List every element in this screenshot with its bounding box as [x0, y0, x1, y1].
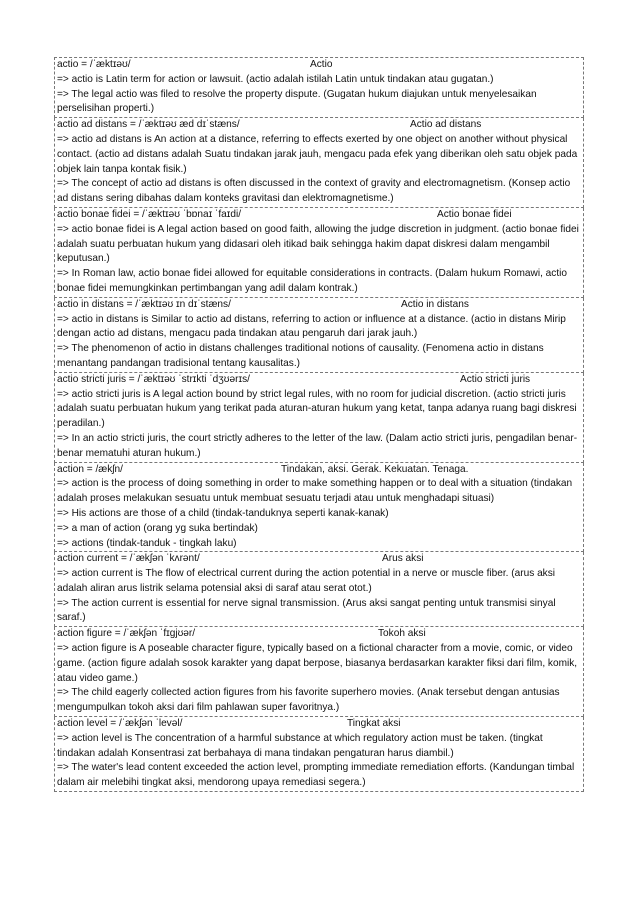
- dictionary-entry: [54, 373, 584, 463]
- entry-headword: actio = /ˈæktɪəʊ/: [57, 59, 131, 70]
- entry-line: => The child eagerly collected action figures from his favorite superhero movies. (Anak tersebut dengan antusias mengumpulkan tokoh aksi dari film pahlawan super favoritnya.): [57, 687, 560, 714]
- entry-header: [57, 463, 581, 478]
- dictionary-entry: [54, 717, 584, 792]
- entry-line: => actions (tindak-tanduk - tingkah laku): [57, 537, 237, 549]
- entry-translation: Actio: [310, 59, 333, 70]
- entry-line: => actio bonae fidei is A legal action based on good faith, allowing the judge discretion in judgment. (actio bonae fidei adalah suatu perbuatan hukum yang didasari oleh itikad baik sehingga hakim dapat diskresi dalam mengambil keputusan.): [57, 223, 579, 265]
- entry-header: [57, 552, 581, 567]
- dictionary-entry: [54, 552, 584, 627]
- entry-header: [57, 627, 581, 642]
- entry-line: => In Roman law, actio bonae fidei allowed for equitable considerations in contracts. (Dalam hukum Romawi, actio bonae fidei memungkinkan pertimbangan yang adil dalam kontrak.): [57, 268, 568, 294]
- entry-headword: action level = /ˈækʃən ˈlevəl/: [57, 718, 183, 730]
- entry-line: => a man of action (orang yg suka bertindak): [57, 522, 258, 534]
- entry-headword: actio ad distans = /ˈæktɪəʊ æd dɪˈstæns/: [57, 119, 240, 131]
- entry-line: => actio in distans is Similar to actio ad distans, referring to action or influence at a distance. (actio in distans Mirip dengan actio ad distans, mengacu pada tindakan atau pengaruh dari jarak jauh.): [57, 313, 566, 340]
- entry-line: => The concept of actio ad distans is often discussed in the context of gravity and electromagnetism. (Konsep actio ad distans sering dibahas dalam konteks gravitasi dan elektromagnetisme.): [57, 178, 571, 205]
- entry-translation: Actio in distans: [401, 298, 469, 310]
- dictionary-entry: [54, 57, 584, 118]
- entry-headword: action current = /ˈækʃən ˈkʌrənt/: [57, 553, 200, 565]
- dictionary-list: [54, 57, 584, 792]
- entry-line: => action level is The concentration of a harmful substance at which regulatory action must be taken. (tingkat tindakan adalah Konsentrasi zat berbahaya di mana tindakan pengaturan harus diambil.): [57, 732, 543, 759]
- entry-translation: Actio ad distans: [410, 119, 482, 131]
- dictionary-entry: [54, 118, 584, 208]
- entry-header: [57, 373, 581, 388]
- entry-line: => In an actio stricti juris, the court strictly adheres to the letter of the law. (Dalam actio stricti juris, pengadilan benar-benar mematuhi aturan hukum.): [57, 432, 578, 459]
- entry-line: => action is the process of doing something in order to make something happen or to deal with a situation (tindakan adalah proses melakukan sesuatu untuk membuat sesuatu terjadi atau untuk menghadapi situasi): [57, 478, 573, 505]
- entry-translation: Tokoh aksi: [378, 628, 426, 640]
- dictionary-entry: [54, 298, 584, 373]
- dictionary-entry: [54, 627, 584, 717]
- entry-header: [57, 717, 581, 732]
- entry-header: [57, 58, 581, 73]
- entry-headword: actio bonae fidei = /ˈæktɪəʊ ˈbɒnaɪ ˈfaɪdi/: [57, 208, 242, 220]
- entry-translation: Arus aksi: [382, 553, 424, 565]
- entry-translation: Tingkat aksi: [347, 718, 401, 730]
- entry-line: => action figure is A poseable character figure, typically based on a fictional character from a movie, comic, or video game. (action figure adalah sosok karakter yang dapat berpose, biasanya berdasarkan karakter fiksi dari film, komik, atau video game.): [57, 643, 578, 684]
- entry-line: => actio is Latin term for action or lawsuit. (actio adalah istilah Latin untuk tindakan atau gugatan.): [57, 73, 494, 85]
- entry-translation: Actio bonae fidei: [437, 208, 512, 220]
- entry-line: => The action current is essential for nerve signal transmission. (Arus aksi sangat penting untuk transmisi sinyal saraf.): [57, 597, 556, 624]
- entry-line: => actio ad distans is An action at a distance, referring to effects exerted by one object on another without physical contact. (actio ad distans adalah Suatu tindakan jarak jauh, mengacu pada efek yang diberikan oleh satu objek pada objek lain tanpa kontak fisik.): [57, 133, 578, 175]
- entry-line: => The phenomenon of actio in distans challenges traditional notions of causality. (Fenomena actio in distans menantang pandangan tradisional tentang kausalitas.): [57, 343, 544, 369]
- entry-header: [57, 208, 581, 223]
- entry-line: => The legal actio was filed to resolve the property dispute. (Gugatan hukum diajukan untuk menyelesaikan perselisihan properti.): [57, 88, 537, 115]
- entry-translation: Actio stricti juris: [460, 373, 531, 385]
- dictionary-entry: [54, 463, 584, 553]
- entry-line: => action current is The flow of electrical current during the action potential in a nerve or muscle fiber. (arus aksi adalah aliran arus listrik selama potensial aksi di saraf atau serat otot.): [57, 568, 556, 594]
- entry-headword: action figure = /ˈækʃən ˈfɪgjʊər/: [57, 628, 196, 640]
- entry-line: => actio stricti juris is A legal action bound by strict legal rules, with no room for judicial discretion. (actio stricti juris adalah suatu perbuatan hukum yang terikat pada aturan-aturan hukum yang ketat, tanpa adanya ruang bagi diskresi peradilan.): [57, 388, 577, 430]
- entry-headword: action = /ækʃn/: [57, 463, 123, 475]
- entry-header: [57, 118, 581, 133]
- entry-translation: Tindakan, aksi. Gerak. Kekuatan. Tenaga.: [281, 463, 469, 475]
- entry-headword: actio in distans = /ˈæktɪəʊ ɪn dɪˈstæns/: [57, 298, 231, 310]
- entry-headword: actio stricti juris = /ˈæktɪəʊ ˈstrɪkti ˈdʒʊərɪs/: [57, 373, 250, 385]
- dictionary-entry: [54, 208, 584, 298]
- entry-header: [57, 298, 581, 313]
- entry-line: => The water's lead content exceeded the action level, prompting immediate remediation efforts. (Kandungan timbal dalam air melebihi tingkat aksi, mendorong upaya remediasi segera.): [57, 762, 575, 789]
- entry-line: => His actions are those of a child (tindak-tanduknya seperti kanak-kanak): [57, 507, 389, 519]
